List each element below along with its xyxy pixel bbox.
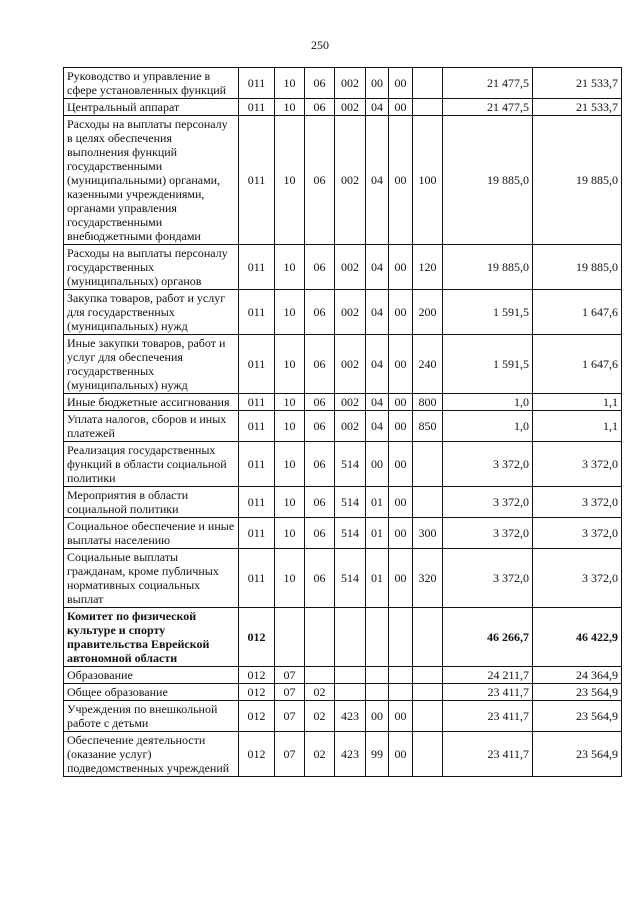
cell-expense-type	[413, 732, 443, 777]
cell-target-article-part3: 00	[389, 99, 413, 116]
table-row	[64, 684, 622, 701]
cell-amount-first: 19 885,0	[443, 245, 533, 290]
cell-target-article-part1: 002	[335, 68, 366, 99]
cell-amount-first: 3 372,0	[443, 549, 533, 608]
cell-amount-first: 3 372,0	[443, 487, 533, 518]
cell-expense-type: 800	[413, 394, 443, 411]
cell-amount-first: 3 372,0	[443, 442, 533, 487]
cell-target-article-part3	[389, 667, 413, 684]
table-row	[64, 608, 622, 667]
cell-target-article-part2: 04	[366, 411, 389, 442]
cell-section-code: 07	[275, 684, 305, 701]
cell-amount-first: 21 477,5	[443, 99, 533, 116]
cell-amount-second: 23 564,9	[533, 732, 622, 777]
cell-amount-first: 1 591,5	[443, 290, 533, 335]
cell-amount-second: 21 533,7	[533, 99, 622, 116]
cell-subsection-code: 06	[305, 99, 335, 116]
cell-name: Комитет по физической культуре и спорту правительства Еврейской автономной области	[64, 608, 239, 667]
cell-target-article-part2: 04	[366, 245, 389, 290]
cell-section-code: 10	[275, 549, 305, 608]
cell-subsection-code: 02	[305, 684, 335, 701]
cell-amount-second: 3 372,0	[533, 442, 622, 487]
cell-subsection-code: 06	[305, 68, 335, 99]
table-row	[64, 411, 622, 442]
cell-name: Мероприятия в области социальной политики	[64, 487, 239, 518]
cell-section-code	[275, 608, 305, 667]
cell-expense-type: 200	[413, 290, 443, 335]
cell-target-article-part2	[366, 684, 389, 701]
cell-ministry-code: 012	[239, 608, 275, 667]
cell-ministry-code: 011	[239, 99, 275, 116]
cell-section-code: 07	[275, 667, 305, 684]
cell-amount-second: 21 533,7	[533, 68, 622, 99]
cell-target-article-part3: 00	[389, 335, 413, 394]
cell-target-article-part2	[366, 608, 389, 667]
cell-section-code: 10	[275, 290, 305, 335]
cell-ministry-code: 011	[239, 290, 275, 335]
cell-ministry-code: 011	[239, 518, 275, 549]
cell-target-article-part2: 04	[366, 394, 389, 411]
cell-name: Обеспечение деятельности (оказание услуг) подведомственных учреждений	[64, 732, 239, 777]
cell-target-article-part1: 514	[335, 442, 366, 487]
cell-subsection-code: 02	[305, 701, 335, 732]
cell-target-article-part2: 04	[366, 290, 389, 335]
cell-target-article-part2: 99	[366, 732, 389, 777]
cell-ministry-code: 011	[239, 335, 275, 394]
cell-target-article-part1: 002	[335, 335, 366, 394]
cell-amount-first: 1 591,5	[443, 335, 533, 394]
cell-subsection-code: 06	[305, 245, 335, 290]
cell-target-article-part1: 002	[335, 245, 366, 290]
cell-expense-type	[413, 99, 443, 116]
cell-ministry-code: 012	[239, 732, 275, 777]
cell-name: Закупка товаров, работ и услуг для государственных (муниципальных) нужд	[64, 290, 239, 335]
cell-subsection-code	[305, 667, 335, 684]
cell-section-code: 07	[275, 732, 305, 777]
cell-name: Общее образование	[64, 684, 239, 701]
cell-amount-first: 1,0	[443, 394, 533, 411]
cell-target-article-part1: 002	[335, 394, 366, 411]
table-row	[64, 518, 622, 549]
cell-name: Социальные выплаты гражданам, кроме публичных нормативных социальных выплат	[64, 549, 239, 608]
cell-amount-second: 3 372,0	[533, 487, 622, 518]
cell-subsection-code: 02	[305, 732, 335, 777]
cell-subsection-code: 06	[305, 411, 335, 442]
cell-target-article-part2: 04	[366, 116, 389, 245]
cell-name: Руководство и управление в сфере установленных функций	[64, 68, 239, 99]
cell-target-article-part2: 00	[366, 701, 389, 732]
cell-amount-first: 24 211,7	[443, 667, 533, 684]
cell-section-code: 07	[275, 701, 305, 732]
cell-name: Иные закупки товаров, работ и услуг для обеспечения государственных (муниципальных) нужд	[64, 335, 239, 394]
cell-subsection-code	[305, 608, 335, 667]
cell-section-code: 10	[275, 442, 305, 487]
cell-amount-second: 1,1	[533, 411, 622, 442]
cell-target-article-part1	[335, 608, 366, 667]
cell-subsection-code: 06	[305, 394, 335, 411]
cell-target-article-part2: 01	[366, 487, 389, 518]
cell-amount-second: 3 372,0	[533, 549, 622, 608]
table-row	[64, 442, 622, 487]
cell-subsection-code: 06	[305, 549, 335, 608]
budget-table	[63, 67, 622, 777]
cell-target-article-part1	[335, 667, 366, 684]
cell-name: Уплата налогов, сборов и иных платежей	[64, 411, 239, 442]
cell-target-article-part3: 00	[389, 394, 413, 411]
cell-section-code: 10	[275, 245, 305, 290]
cell-target-article-part3	[389, 608, 413, 667]
cell-expense-type: 100	[413, 116, 443, 245]
table-row	[64, 549, 622, 608]
cell-ministry-code: 011	[239, 442, 275, 487]
cell-ministry-code: 011	[239, 116, 275, 245]
cell-section-code: 10	[275, 116, 305, 245]
cell-target-article-part2: 00	[366, 68, 389, 99]
cell-ministry-code: 011	[239, 68, 275, 99]
cell-target-article-part1: 514	[335, 549, 366, 608]
cell-amount-second: 1,1	[533, 394, 622, 411]
cell-name: Реализация государственных функций в области социальной политики	[64, 442, 239, 487]
cell-expense-type: 300	[413, 518, 443, 549]
cell-amount-second: 23 564,9	[533, 684, 622, 701]
cell-target-article-part2	[366, 667, 389, 684]
cell-target-article-part3: 00	[389, 442, 413, 487]
cell-target-article-part1: 423	[335, 701, 366, 732]
cell-name: Учреждения по внешкольной работе с детьми	[64, 701, 239, 732]
cell-ministry-code: 012	[239, 667, 275, 684]
cell-section-code: 10	[275, 487, 305, 518]
cell-target-article-part1: 423	[335, 732, 366, 777]
cell-ministry-code: 011	[239, 549, 275, 608]
cell-expense-type: 850	[413, 411, 443, 442]
cell-amount-second: 19 885,0	[533, 245, 622, 290]
cell-amount-second: 3 372,0	[533, 518, 622, 549]
cell-target-article-part1: 002	[335, 116, 366, 245]
cell-target-article-part1: 514	[335, 487, 366, 518]
cell-amount-second: 24 364,9	[533, 667, 622, 684]
table-row	[64, 290, 622, 335]
cell-name: Расходы на выплаты персоналу государственных (муниципальных) органов	[64, 245, 239, 290]
cell-expense-type	[413, 608, 443, 667]
cell-target-article-part2: 01	[366, 518, 389, 549]
cell-target-article-part3: 00	[389, 245, 413, 290]
table-row	[64, 99, 622, 116]
table-row	[64, 116, 622, 245]
cell-expense-type: 120	[413, 245, 443, 290]
cell-expense-type	[413, 442, 443, 487]
cell-amount-first: 23 411,7	[443, 732, 533, 777]
cell-section-code: 10	[275, 68, 305, 99]
cell-target-article-part1: 002	[335, 411, 366, 442]
table-row	[64, 68, 622, 99]
page-number: 250	[311, 38, 329, 52]
table-row	[64, 701, 622, 732]
cell-name: Образование	[64, 667, 239, 684]
cell-expense-type	[413, 701, 443, 732]
table-row	[64, 245, 622, 290]
cell-expense-type	[413, 68, 443, 99]
table-row	[64, 732, 622, 777]
cell-target-article-part2: 01	[366, 549, 389, 608]
cell-expense-type	[413, 667, 443, 684]
cell-ministry-code: 011	[239, 411, 275, 442]
table-row	[64, 667, 622, 684]
cell-expense-type: 240	[413, 335, 443, 394]
cell-expense-type	[413, 684, 443, 701]
table-row	[64, 335, 622, 394]
cell-name: Иные бюджетные ассигнования	[64, 394, 239, 411]
cell-target-article-part1: 002	[335, 99, 366, 116]
cell-name: Расходы на выплаты персоналу в целях обеспечения выполнения функций государственными (муниципальными) органами, казенными учреждениями, органами управления государственными внебюджетными фондами	[64, 116, 239, 245]
cell-subsection-code: 06	[305, 518, 335, 549]
cell-expense-type: 320	[413, 549, 443, 608]
cell-target-article-part3: 00	[389, 411, 413, 442]
cell-amount-first: 21 477,5	[443, 68, 533, 99]
cell-target-article-part3: 00	[389, 487, 413, 518]
cell-target-article-part2: 04	[366, 99, 389, 116]
cell-amount-first: 1,0	[443, 411, 533, 442]
cell-target-article-part3: 00	[389, 549, 413, 608]
cell-amount-first: 23 411,7	[443, 701, 533, 732]
cell-name: Социальное обеспечение и иные выплаты населению	[64, 518, 239, 549]
cell-target-article-part3: 00	[389, 518, 413, 549]
cell-section-code: 10	[275, 99, 305, 116]
cell-target-article-part3: 00	[389, 68, 413, 99]
table-row	[64, 394, 622, 411]
cell-expense-type	[413, 487, 443, 518]
cell-section-code: 10	[275, 518, 305, 549]
cell-ministry-code: 011	[239, 487, 275, 518]
cell-target-article-part3: 00	[389, 701, 413, 732]
cell-target-article-part3: 00	[389, 732, 413, 777]
cell-subsection-code: 06	[305, 290, 335, 335]
cell-target-article-part1: 002	[335, 290, 366, 335]
cell-target-article-part1: 514	[335, 518, 366, 549]
cell-ministry-code: 012	[239, 701, 275, 732]
cell-amount-first: 19 885,0	[443, 116, 533, 245]
cell-target-article-part2: 04	[366, 335, 389, 394]
cell-target-article-part3: 00	[389, 290, 413, 335]
cell-subsection-code: 06	[305, 487, 335, 518]
cell-ministry-code: 012	[239, 684, 275, 701]
cell-amount-first: 3 372,0	[443, 518, 533, 549]
table-body	[64, 68, 622, 777]
cell-target-article-part3	[389, 684, 413, 701]
cell-subsection-code: 06	[305, 442, 335, 487]
cell-amount-first: 46 266,7	[443, 608, 533, 667]
cell-amount-second: 1 647,6	[533, 335, 622, 394]
cell-amount-second: 23 564,9	[533, 701, 622, 732]
cell-amount-second: 19 885,0	[533, 116, 622, 245]
table-row	[64, 487, 622, 518]
cell-target-article-part2: 00	[366, 442, 389, 487]
cell-amount-second: 46 422,9	[533, 608, 622, 667]
cell-target-article-part1	[335, 684, 366, 701]
cell-name: Центральный аппарат	[64, 99, 239, 116]
cell-section-code: 10	[275, 394, 305, 411]
cell-ministry-code: 011	[239, 394, 275, 411]
cell-target-article-part3: 00	[389, 116, 413, 245]
cell-amount-second: 1 647,6	[533, 290, 622, 335]
cell-section-code: 10	[275, 335, 305, 394]
cell-ministry-code: 011	[239, 245, 275, 290]
cell-subsection-code: 06	[305, 116, 335, 245]
cell-section-code: 10	[275, 411, 305, 442]
cell-subsection-code: 06	[305, 335, 335, 394]
cell-amount-first: 23 411,7	[443, 684, 533, 701]
